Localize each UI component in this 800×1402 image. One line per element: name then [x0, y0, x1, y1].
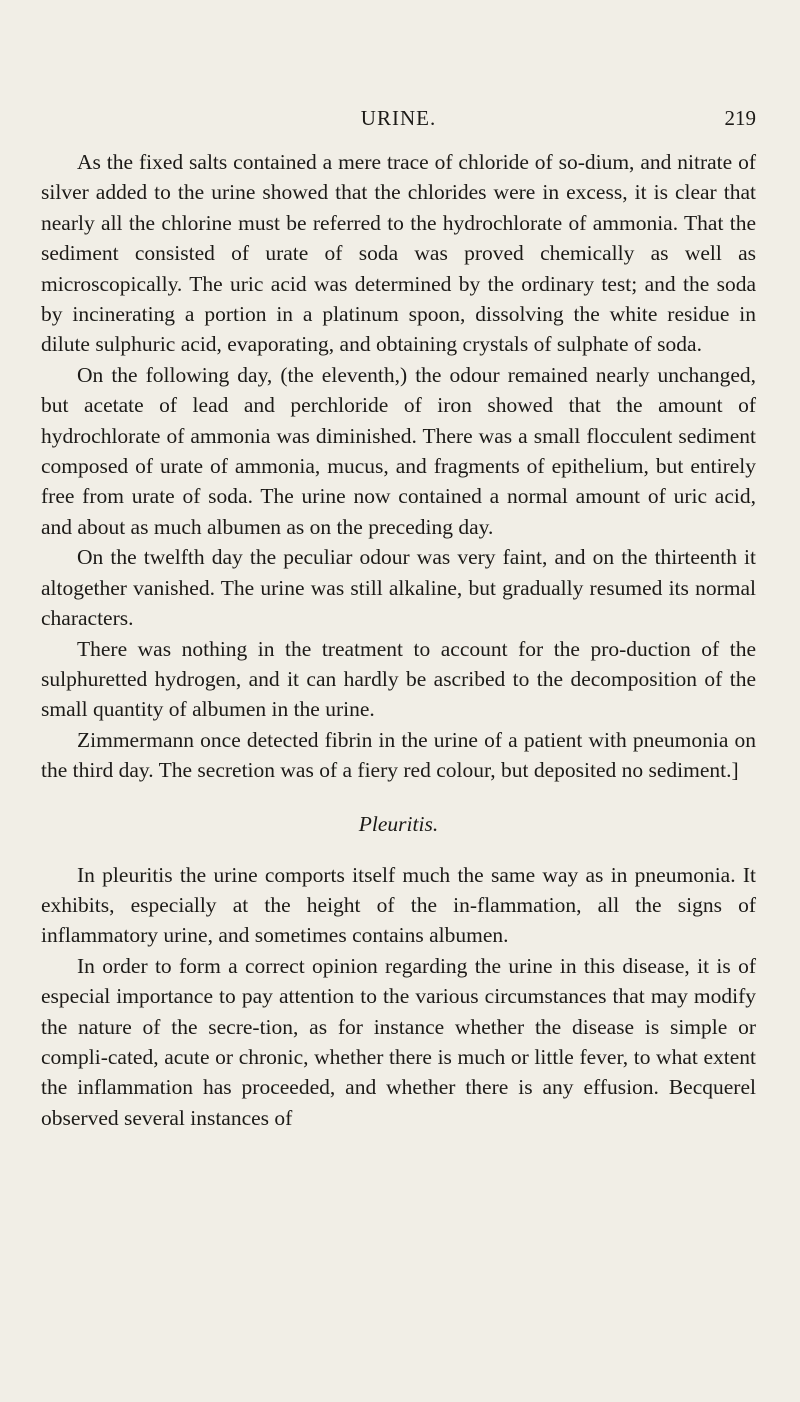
body-text [41, 147, 756, 1133]
running-title: URINE. [360, 106, 437, 130]
paragraph: In pleuritis the urine comports itself much the same way as in pneumonia. It exhibits, especially at the height of the in-flammation, all the signs of inflammatory urine, and sometimes contains albumen. [41, 862, 756, 948]
page-number: 219 [724, 106, 756, 130]
running-head [41, 106, 756, 136]
paragraph: There was nothing in the treatment to account for the pro-duction of the sulphuretted hydrogen, and it can hardly be ascribed to the decomposition of the small quantity of albumen in the urine. [41, 636, 756, 722]
section-heading: Pleuritis. [358, 811, 439, 836]
paragraph: Zimmermann once detected fibrin in the urine of a patient with pneumonia on the third day. The secretion was of a fiery red colour, but deposited no sediment.] [41, 727, 756, 783]
paragraph: As the fixed salts contained a mere trace of chloride of so-dium, and nitrate of silver added to the urine showed that the chlorides were in excess, it is clear that nearly all the chlorine must be referred to the hydrochlorate of ammonia. That the sediment consisted of urate of soda was proved chemically as well as microscopically. The uric acid was determined by the ordinary test; and the soda by incinerating a portion in a platinum spoon, dissolving the white residue in dilute sulphuric acid, evaporating, and obtaining crystals of sulphate of soda. [41, 150, 756, 357]
paragraph: In order to form a correct opinion regarding the urine in this disease, it is of especial importance to pay attention to the various circumstances that may modify the nature of the secre-tion, as for instance whether the disease is simple or compli-cated, acute or chronic, whether there is much or little fever, to what extent the inflammation has proceeded, and whether there is any effusion. Becquerel observed several instances of [41, 953, 756, 1130]
paragraph: On the twelfth day the peculiar odour was very faint, and on the thirteenth it altogether vanished. The urine was still alkaline, but gradually resumed its normal characters. [41, 545, 756, 631]
paragraph: On the following day, (the eleventh,) the odour remained nearly unchanged, but acetate of lead and perchloride of iron showed that the amount of hydrochlorate of ammonia was diminished. There was a small flocculent sediment composed of urate of ammonia, mucus, and fragments of epithelium, but entirely free from urate of soda. The urine now contained a normal amount of uric acid, and about as much albumen as on the preceding day. [41, 362, 756, 539]
